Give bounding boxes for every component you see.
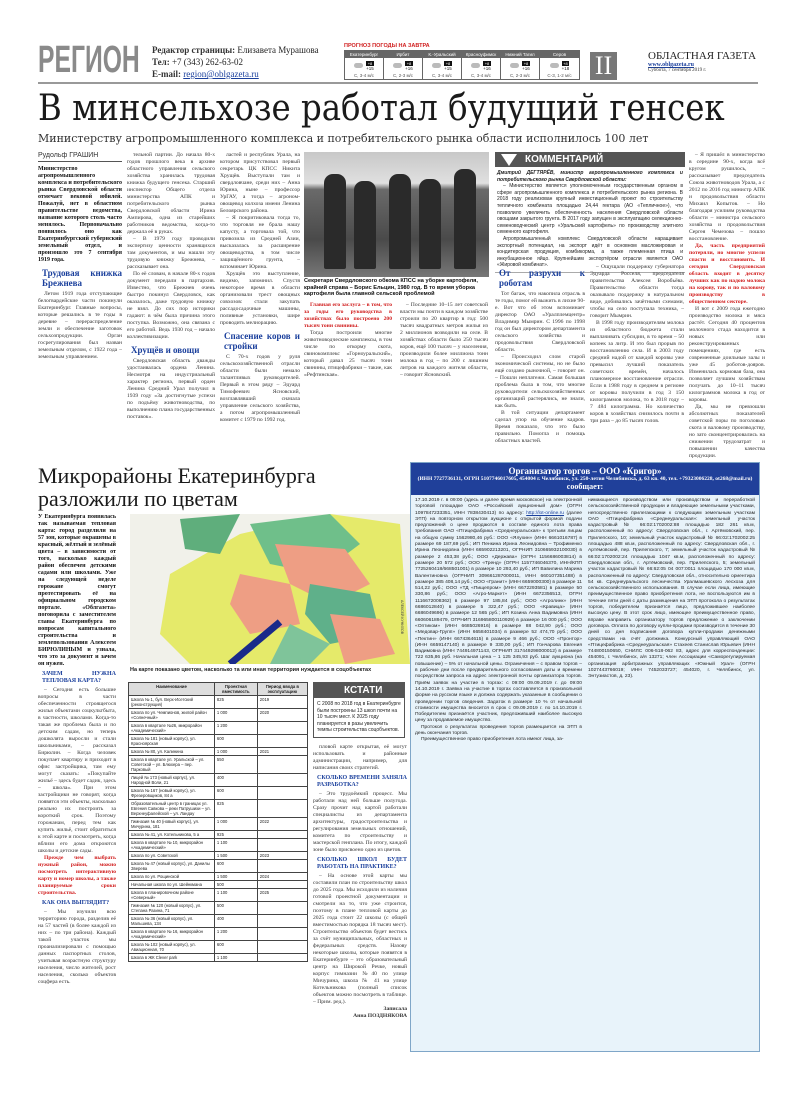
weather-forecast: [344, 50, 580, 80]
night-temp: +8: [406, 60, 412, 66]
table-cell: 1 500: [214, 873, 257, 881]
auction-notice: [410, 462, 760, 1052]
article-column-4: [304, 302, 392, 460]
wind: С, 2-3 м/с: [509, 73, 531, 78]
article-column-5: [400, 302, 488, 460]
photo-caption: Секретари Свердловского обкома КПСС на уборке картофеля, крайний справа – Борис Ельцин, 1980 год. В то время уборка картофеля была главной сельской проблемой: [304, 278, 478, 298]
table-cell: [257, 860, 307, 873]
table-cell: 2020: [257, 709, 307, 722]
paragraph: пловой карте открытая, её могут использовать и районные администрации, например, для написания своих стратегий.: [313, 744, 407, 771]
aside-box: [313, 682, 405, 738]
auction-text: Протокол о результатах проведения торгов размещается на ЭТП в день окончания торгов.: [415, 724, 582, 736]
table-cell: Школа в планировочном районе «Северный»: [129, 889, 215, 902]
schools-table: [128, 682, 308, 962]
table-header: Период ввода в эксплуатацию: [257, 683, 307, 696]
cloud-icon: [550, 63, 559, 68]
auction-text: Преимущественное право приобретения лота имеют лица, за-: [421, 737, 564, 743]
table-cell: 600: [214, 941, 257, 954]
day-temp: +15: [444, 65, 452, 71]
subheading: От разрухи к роботам: [499, 268, 585, 288]
table-cell: 400: [214, 915, 257, 928]
photo-credit: АЛЕКСЕЙ КУНИЛОВ: [400, 600, 404, 635]
editor-info: [152, 44, 319, 80]
table-cell: Школа по ул. Чемпионов, жилой район «Солнечный»: [129, 709, 215, 722]
table-row: [129, 709, 308, 722]
table-cell: 925: [214, 831, 257, 839]
table-cell: Школа в квартале №26, микрорайон «Академический»: [129, 722, 215, 735]
table-cell: Школа № 1, бул. Верх-Исетский (реконструкция): [129, 696, 215, 709]
table-row: [129, 873, 308, 881]
table-cell: [257, 941, 307, 954]
paragraph: Тот багаж, что накопила отрасль в те годы, помог ей выжить в лихие 90-е. Вот что об этом вспоминает директор ОАО «Уралплемцентр» Владимир Мымрин. С 1996 по 1998 год он был директором департамента сельского хозяйства и продовольствия Свердловской области.: [495, 291, 585, 353]
table-cell: [257, 954, 307, 962]
comment-text: Агропромышленный комплекс Свердловской области наращивает экспортный потенциал, на экспорт идёт в основном масложировая и кондитерская продукция, комбикорма, а также племенная птица и инкубационное яйцо. Крупнейшим экспортёром отрасли является ОАО «Жировой комбинат».: [497, 235, 683, 269]
editor-label: Редактор страницы:: [152, 45, 236, 55]
paragraph: – Мы изучили всю территорию города, разделив её на 57 частей (в более каждой из них – по три района). Каждый такой участок мы проанализировали с помощью данных паспортных столов, учитывая возрастную структуру населения, число жителей, рост населения, сколько объектов соцфера есть.: [38, 909, 116, 985]
highlight-quote: Прежде чем выбрать нужный район, можно посмотреть интерактивную карту и номер школы, а также планируемые сроки строительства.: [38, 855, 116, 896]
table-cell: 550: [214, 756, 257, 774]
paper-url[interactable]: www.oblgazeta.ru: [648, 62, 694, 68]
wind: С, 3-4 м/с: [431, 73, 453, 78]
table-row: [129, 954, 308, 962]
table-cell: Школа по ул. Рощинской: [129, 873, 215, 881]
table-cell: [257, 881, 307, 889]
auction-reports: сообщает:: [566, 482, 604, 491]
paragraph: Тогда построили многие животноводческие комплексы, в том числе по откорму скота, свинокомплекс «Горноуральский», который давал 25 тысяч тонн свинины, птицефабрики – такие, как «Рефтинская».: [304, 330, 392, 378]
night-temp: +8: [484, 60, 490, 66]
table-cell: [257, 928, 307, 941]
subheading: Хрущёв и овощи: [131, 345, 200, 355]
phone: +7 (343) 262-63-02: [171, 57, 244, 67]
day-temp: +18: [561, 65, 570, 71]
weather-city: [345, 51, 384, 79]
city-name: Серов: [540, 51, 579, 58]
table-row: [129, 774, 308, 787]
table-cell: 825: [214, 800, 257, 818]
article-column-3: [220, 152, 300, 460]
email-link[interactable]: region@oblgazeta.ru: [183, 69, 259, 79]
night-temp: +8: [367, 60, 373, 66]
table-cell: 2024: [257, 873, 307, 881]
table-cell: Школа по ул. Советской: [129, 852, 215, 860]
cloud-icon: [432, 63, 441, 68]
table-cell: Школа № 47 (новый корпус), ул. Данилы Зверева: [129, 860, 215, 873]
table-cell: [257, 831, 307, 839]
article2-headline: Микрорайоны Екатеринбурга разложили по цветам: [38, 463, 316, 511]
map-caption: На карте показано цветом, насколько та или иная территория нуждается в соцобъектах: [130, 667, 372, 673]
article-column-2: [127, 152, 215, 460]
weather-city: [423, 51, 462, 79]
table-cell: 500: [214, 902, 257, 915]
paragraph: – Сегодня есть большие вопросы в части обеспеченности строящегося жилья объектами соцкультбыта, в частности, школами. Когда-то такая же проблема была и по детским садам, но теперь дошколята выросли и стали школьниками, – рассказал Бирюлин. – Когда человек покупает квартиру и приходит в офис застройщика, там ему могут сказать: «Покупайте жильё – здесь будет садик, здесь – школа». При этом застройщики не говорят, когда появятся эти объекты, насколько реально их построить за короткий срок. Поэтому горожанам, перед тем как купить жильё, стоит обратиться к этой карте и посмотреть, когда вблизи его дома откроются школы и детские сады.: [38, 687, 116, 854]
aside-text: С 2008 по 2018 год в Екатеринбурге были построены 13 школ почти на 10 тысяч мест. К 2025 году планируется в разы увеличить темпы строительства соцобъектов.: [317, 701, 401, 734]
table-cell: [257, 787, 307, 800]
table-cell: 1 000: [214, 709, 257, 722]
table-row: [129, 831, 308, 839]
night-temp: +8: [523, 60, 529, 66]
table-row: [129, 748, 308, 756]
paragraph: И вот с 2009 года ежегодно производство молока и мяса растёт. Сегодня 40 процентов молочного стада находится в новых или реконструированных помещениях, где есть современные доильные залы и уже 45 роботов-дояров. Изменилась кормовая база, она позволяет лучшим хозяйствам получать до 10–11 тысяч килограммов молока в год от коровы.: [689, 306, 765, 403]
subheading: СКОЛЬКО ШКОЛ БУДЕТ РАБОТАТЬ НА ПРАКТИКЕ?: [317, 857, 407, 870]
cloud-icon: [393, 63, 402, 68]
paragraph: – На основе этой карты мы составили план по строительству школ до 2025 года. Мы исходили из наличия готовой проектной документации и смотрели на то, что уже строится, поэтому в плане тепловой карты до 2025 года стоит 22 школы (с общей вместимостью порядка 18 тысяч мест). Строительство объектов будет вестись за счёт муниципальных, областных и федеральных средств. Назову некоторые школы, которые появятся в Екатеринбурге – это образовательный центр на Широкой Речке, новый корпус гимназии №40 по улице Мичурина, школа № 41 на улице Котельникова (полный список объектов можно посмотреть в таблице. – Прим. ред.).: [313, 873, 407, 1005]
paragraph: – Ощущали поддержку губернатора Эдуарда Росселя, председателя правительства Алексея Воробьёва. Правительство области тогда оказывало поддержку в натуральном виде, добивались зачётными схемами, чтобы на село поступала техника, – говорит Мымрин.: [590, 264, 684, 319]
table-cell: 600: [214, 860, 257, 873]
article2-lead: У Екатеринбурга появилась так называемая тепловая карта: город разделили на 57 зон, которые окрашены в красный, жёлтый и зелёный цвета – в зависимости от того, насколько каждый район обеспечен детскими садами или школами. Уже на следующей неделе горожане смогут протестировать её на официальном городском портале. «Облгазета» поговорила с заместителем главы Екатеринбурга по вопросам капитального строительства и землепользования Алексеем БИРЮЛИНЫМ и узнала, что это за документ и зачем он нужен.: [38, 514, 116, 667]
auction-text: 17.10.2019 г. в 09:00 (здесь и далее время московское) на электронной торговой площадке ОАО «Российский аукционный дом» (ОГРН 1097847233351, ИНН 7838430413) по адресу:: [415, 498, 582, 516]
paragraph: В той ситуации департамент сделал упор на обучение кадров. Время показало, что это было правильно. Помогла и помощь областных властей.: [495, 410, 585, 444]
article-column-1: [38, 152, 122, 460]
table-row: [129, 800, 308, 818]
paragraph: – Я покритиковала тогда то, что торговля не брала нашу капусту, а торговала той, что привозила из Средней Азии, высказалась за расширение овощеводства, в том числе защищённого грунта, – вспоминает Юрина.: [220, 215, 300, 270]
article-photo: [304, 152, 489, 277]
wind: С-З, 1-2 м/с: [547, 73, 572, 78]
weather-city: [540, 51, 579, 79]
table-row: [129, 852, 308, 860]
table-cell: 1 000: [214, 748, 257, 756]
table-header: Наименование: [129, 683, 215, 696]
table-cell: [257, 774, 307, 787]
article-column-6: [495, 264, 585, 460]
table-row: [129, 722, 308, 735]
phone-label: Тел:: [152, 57, 170, 67]
table-cell: Школа № 36 (новый корпус), ул. Мальшева, 134: [129, 915, 215, 928]
table-cell: Школа № 181 (новый корпус), ул. Красноярская: [129, 735, 215, 748]
auction-details: (ИНН 7727736131, ОГРН 5107746017605, 454004 г. Челябинск, ул. 250-летия Челябинска, д. 63 кв. 40, тел. +79323006228, ot268@mail.ru): [417, 476, 753, 482]
highlight-quote: Да, часть предприятий потеряли, но многие успели спасти и восстановить. И сегодня Свердловская область входит в десятку лучших как по надою молока на корову, так и по валовому производству в общественном секторе.: [689, 243, 765, 305]
wind: С, 2-3 м/с: [392, 73, 414, 78]
cloud-icon: [354, 63, 363, 68]
paragraph: Свердловская область дважды удостаивалась ордена Ленина. Несмотря на индустриальный характер региона, первый орден Ленина Средний Урал получил в 1939 году «За достигнутые успехи по подъёму животноводства, по выполнению плана государственных поставок».: [127, 358, 215, 420]
table-header: Проектная вместимость: [214, 683, 257, 696]
section-title: РЕГИОН: [38, 39, 140, 81]
city-name: Красноуфимск: [462, 51, 500, 58]
paper-name: ОБЛАСТНАЯ ГАЗЕТА: [648, 50, 757, 62]
paragraph: – Происходил слом старой экономической системы, но не было ещё создано рыночной, – говорит он. – Пошли неплатежи. Самая большая проблема была в том, что многие руководители сельскохозяйственных организаций растерялись, не знали, как быть.: [495, 354, 585, 409]
subheading: СКОЛЬКО ВРЕМЕНИ ЗАНЯЛА РАЗРАБОТКА?: [317, 775, 407, 788]
table-cell: [257, 902, 307, 915]
comment-author: Дмитрий ДЕГТЯРЁВ, министр агропромышленного комплекса и потребительского рынка Свердловской области:: [497, 170, 683, 183]
table-cell: 600: [214, 735, 257, 748]
subheading: ЗАЧЕМ НУЖНА ТЕПЛОВАЯ КАРТА?: [42, 671, 116, 684]
table-cell: Школа № 167 (новый корпус), ул. Фрезеровщиков, 84 а: [129, 787, 215, 800]
article-column-7: [590, 264, 684, 460]
table-cell: 2021: [257, 748, 307, 756]
header-divider: [38, 82, 758, 84]
table-cell: Школа в квартале ул. Уральской – ул. Советской – ул. Блюхера – пер. Парковый: [129, 756, 215, 774]
table-cell: Гимназия № 120 (новый корпус), ул. Степана Разина, 71: [129, 902, 215, 915]
table-row: [129, 818, 308, 831]
table-row: [129, 839, 308, 852]
city-name: Ирбит: [384, 51, 422, 58]
issue-date: Суббота, 7 сентября 2019 г.: [648, 68, 707, 73]
paragraph: Да, мы не превзошли абсолютных показателей советской поры по поголовью скота и валовому производству, но зато сконцентрировались на снижении трудозатрат и повышении качества продукции.: [689, 404, 765, 459]
table-row: [129, 902, 308, 915]
day-temp: +16: [522, 65, 530, 71]
day-temp: +15: [366, 65, 374, 71]
email-label: E-mail:: [152, 69, 181, 79]
table-cell: [257, 735, 307, 748]
auction-text: (далее ЭТП) на повторном открытом аукционе с открытой формой подачи предложений о цене продаются в составе единого лота права требования ОАО «Птицефабрика «Среднеуральская» к третьим лицам на общую сумму 1562980,46 руб.: ООО «Ялухин» (ИНН 6661016787) в размере 69 187,69 руб.; ИП Пенкина Ирина Леонидовна – Трофименко Ирина Леонидовна (ИНН 665902213201, ОГРНИП 310665932100030) в размере 2 453,38 руб.; ООО «Держава» (ОГРН 1156686003814) в размере 20 572 руб.; ООО «Тренд» (ОГРН 1157746046370, ИНН/КПП 7725260418/668501001) в размере 10 293,40 руб.; ИП Вавилина Марина Валентиновна (ОГРНИП 309661287000011, ИНН 660107351488) в размере 385 408,14 руб.; ООО «Гранит» (ИНН 6659000300) в размере 11 514,22 руб.; ООО «ТД «Пищепром» (ИНН 6672293581) в размере 50 330,86 руб.; ООО «Агро-Маркет» (ИНН 6672356513, ОГРН 1116672008362) в размере 97 185,84 руб.; ООО «Агролинк» (ИНН 6686012840) в размере 5 322,47 руб.; ООО «Кравица» (ИНН 6686049696) в размере 12 565 руб.; ИП Козина Анна Вадимовна (ИНН 660606189479, ОГРНИП 316965800110929) в размере 16 000 руб.; ООО «Оптиком» (ИНН 6685026916) в размере 88 042,90 руб.; ООО «Медовар-Групп» (ИНН 6658401034) в размере 52 474,70 руб.; ООО «Пектин» (ИНН 6674364615) в размере 9 466 руб.; ООО «Пронтор» (ИНН 6659147140) в размере 9 330,00 руб.; ИП Гончарова Евгения Вадимовна (ИНН 744914971143, ОГРНИП 317449298000012) в размере 722 635,86 руб. Начальная цена – 1 125 345,93 руб. Шаг аукциона (на повышение) – 5% от начальной цены. Ограничения – с правом торгов – в рабочие дни после предварительного согласования даты и времени посредством запроса на адрес электронной почты организатора торгов. Приём заявок на участие в торгах: с 09:00 09.09.2019 г. до 09:00 14.10.2019 г. Заявка на участие в торгах составляется в произвольной форме на русском языке и должна содержать указанные в сообщении о проведении торгов сведения. Задаток в размере 10 % от начальной стоимости имущества вносится в срок с 09.09.2019 г. по 14.10.2019 г. Победителем признаётся участник, предложивший наиболее высокую цену за продаваемое имущество.: [415, 510, 583, 724]
paragraph: – Это трудоёмкий процесс. Мы работали над ней больше полугода. Сразу прочит над картой работали специалисты из департамента архитектуры, градостроительства и регулирования земельных отношений, комитета по строительству и мастерской генплана. По итогу, каждой зоне было присвоено одно из цветов.: [313, 791, 407, 853]
table-cell: Школа № 80, ул. Калинина: [129, 748, 215, 756]
table-cell: [257, 839, 307, 852]
table-cell: 1 200: [214, 928, 257, 941]
table-cell: 1 100: [214, 954, 257, 962]
night-temp: +8: [445, 60, 451, 66]
table-cell: 1 100: [214, 839, 257, 852]
article-subheadline: Министерству агропромышленного комплекса и потребительского рынка области исполнилось 100 лет: [38, 132, 649, 145]
table-cell: 600: [214, 787, 257, 800]
table-cell: Школа № 41, ул. Котельникова, 5 а: [129, 831, 215, 839]
weather-city: [501, 51, 540, 79]
table-cell: Школа № 102 (новый корпус), ул. Авиационная, 70: [129, 941, 215, 954]
weather-city: [384, 51, 423, 79]
table-cell: 825: [214, 696, 257, 709]
paragraph: Хрущёв это выступление, видимо, запомнил. Спустя некоторое время в области организовали трест овощных совхозов: стали закупать рассадосадочные машины, поливные установки, шире проводить мелиорацию.: [220, 271, 300, 326]
table-cell: 400: [214, 774, 257, 787]
table-row: [129, 860, 308, 873]
auction-text: нимающиеся производством или производством и переработкой сельскохозяйственной продукции и владеющие земельными участками, непосредственно прилегающими к следующим земельным участкам ОАО «Птицефабрика «Среднеуральская»: земельный участок кадастровый № 66:02:1702002:88 площадью 182 261 кв.м, расположенный по адресу: Свердловская обл., г. Артёмовский, пер. Прилепского, 10; земельный участок кадастровый № 66:02:1702002:25 площадью 488 кв.м, расположенный по адресу: Свердловская обл., г. Артёмовский, пер. Прилепского, 7; земельный участок кадастровый № 66:02:1702002:24 площадью 1047 кв.м, расположенный по адресу: Свердловская обл., г. Артёмовский, пер. Прилепского, 5; земельный участок кадастровый № 66:62:05 04 007:0011 площадью 170 000 кв.м, расположенный по адресу: Свердловская обл., относительно ориентира 54 кв. Среднеуральского лесничества Уралмашевского лесхоза для сельскохозяйственного использования. В случае если лица, имеющие преимущественное право приобретения лота, не воспользуются им в течение пяти дней с даты размещения на ЭТП протокола о результатах торгов, победителем признаётся лицо, предложившее наиболее высокую цену. В этот срок лицо, имеющее преимущественное право, вправе направить организатору торгов предложение о заключении договора. Оплата по договору купли-продажи производится в течение 30 дней со дня подписания договора купли-продажи денежными средствами на счёт должника. Конкурсный управляющий ОАО «Птицефабрика «Среднеуральская» Стахеев Станислав Юрьевич (ИНН 744800150650, СНИЛС 006-518-062 83, адрес для корреспонденции: 454091,: [588, 498, 755, 661]
table-cell: 1 200: [214, 722, 257, 735]
table-row: [129, 735, 308, 748]
table-cell: 2025: [257, 889, 307, 902]
comment-box: [495, 152, 685, 273]
paragraph: С 70-х годов у руля сельскохозяйственной отрасли области были немало талантливых руководителей. Первый в этом ряду – Эдуард Тимофеевич Ясновский, возглавлявший сначала управление сельского хозяйства, а потом агропромышленный комитет с 1979 по 1992 год.: [220, 354, 300, 423]
aside-title: КСТАТИ: [314, 683, 404, 698]
masthead: [648, 50, 756, 73]
city-name: К.-Уральский: [423, 51, 461, 58]
cloud-icon: [471, 63, 480, 68]
paragraph: Летом 1919 года отступающие белогвардейские части покинули Екатеринбург. Главные вопросы, которые решались в те годы в деревне – перераспределение земли и обеспечение заготовок сельхозпродукции. Орган госрегулирования был назван земельным отделом, с 1922 года – земельным управлением.: [38, 291, 122, 360]
table-cell: Школа в квартале № 10, микрорайон «Академический»: [129, 839, 215, 852]
table-cell: 500: [214, 881, 257, 889]
table-cell: 2023: [257, 852, 307, 860]
paragraph: В 1998 году производителям молока из областного бюджета стали выплачивать субсидии, в то время – 50 копеек за литр. И это был прорыв по восстановлению села. И в 2003 году средний надой от каждой коровы уже превысил лучший показатель советских времён, началось планомерное восстановление отрасли. Если в 1988 году в среднем в регионе от коровы получили в год 3 150 килограммов молока, то в 2018 году – 7 484 килограмма. Но количество коров в хозяйствах снизилось почти в три раза – до 85 тысяч голов.: [590, 320, 684, 424]
article-headline: В минсельхозе работал будущий генсек: [38, 88, 725, 129]
paragraph: ластей и республик Урала, на котором присутствовал первый секретарь ЦК КПСС Никита Хрущёв. Выступали там и свердловчане, среди них – Анна Юрина, ныне – профессор УрГАУ, а тогда – агроном-овощевод колхоза имени Ленина Белоярского района.: [220, 152, 300, 214]
table-row: [129, 889, 308, 902]
subheading: Трудовая книжка Брежнева: [42, 268, 122, 288]
city-name: Нижний Тагил: [501, 51, 539, 58]
table-cell: 1 500: [214, 852, 257, 860]
highlight-quote: Главная его заслуга – в том, что за годы его руководства в хозяйствах было построено 200 тысяч тонн свинины.: [304, 302, 392, 329]
paragraph: – Я пришёл в министерство в середине 90-х, когда всё кругом рушилось, – рассказывает председатель Союза животноводов Урала, а с 2012 по 2016 год министр АПК и продовольствия области Михаил Копытов. – Но благодаря усилиям руководства области – министра сельского хозяйства и продовольствия Сергея Чемезова – пошло восстановление.: [689, 152, 765, 242]
table-cell: [257, 722, 307, 735]
editor-name: Елизавета Мурашова: [237, 45, 319, 55]
table-cell: Школа в ЖК Clever park: [129, 954, 215, 962]
subheading: Спасение коров и стройки: [224, 331, 300, 351]
table-row: [129, 915, 308, 928]
night-temp: +8: [563, 60, 568, 66]
article-lead: Министерство агропромышленного комплекса и потребительского рынка Свердловской области отмечает вековой юбилей. Пожалуй, нет в областном правительстве ведомства, название которого столь часто менялось. Первоначально появилось оно как Екатеринбургский губернский земельный отдел, и произошло это 7 сентября 1919 года.: [38, 166, 122, 263]
auction-link[interactable]: http://lot-online.ru: [526, 510, 565, 516]
paragraph: – В 1979 году проводили экспертизу ценности хранящихся там документов, и мы нашли эту трудовую книжку Брежнева, – рассказывает она.: [127, 236, 215, 270]
auction-text: г. Челябинск, а/я 13271; член Ассоциации «Саморегулируемая организация арбитражных управляющих «Южный Урал» (ОГРН 1027443766019; ИНН 7452033727; 454020, г. Челябинск, ул. Энтузиастов, д. 23).: [588, 655, 755, 680]
subheading: КАК ОНА ВЫГЛЯДИТ?: [42, 900, 110, 906]
article-column-8: [689, 152, 765, 460]
byline: Рудольф ГРАШИН: [38, 152, 122, 162]
table-cell: 1 000: [214, 818, 257, 831]
table-row: [129, 787, 308, 800]
article2-column-1: [38, 514, 116, 1052]
paragraph: тельной партии. До начала 80-х годов прошлого века в архиве областного управления сельского хозяйства хранилась трудовая книжка будущего генсека. Старший инспектор Общего отдела министерства АПК и потребительского рынка Свердловской области Ирина Ампирова, одна из старейших работников ведомства, когда-то держала её в руках.: [127, 152, 215, 235]
table-cell: [257, 915, 307, 928]
table-cell: Гимназия № 40 (новый корпус), ул. Мичурина, 181: [129, 818, 215, 831]
table-row: [129, 928, 308, 941]
table-cell: Начальная школа по ул. Шейнкмана: [129, 881, 215, 889]
table-cell: [257, 800, 307, 818]
table-cell: Лицей № 173 (новый корпус), ул. Народной Воли, 21: [129, 774, 215, 787]
city-name: Екатеринбург: [345, 51, 383, 58]
weather-city: [462, 51, 501, 79]
comment-title: КОММЕНТАРИЙ: [495, 152, 685, 167]
heat-map-image: [130, 514, 410, 664]
day-temp: +16: [483, 65, 491, 71]
table-cell: [257, 756, 307, 774]
table-cell: Школа в квартале № 16, микрорайон «Академический»: [129, 928, 215, 941]
comment-text: – Министерство является уполномоченным государственным органом в сфере агропромышленного комплекса и потребительского рынка региона. В 2018 году реализован крупный инвестиционный проект по строительству тепличного комбината площадью 24,44 гектара (АО «Тепличное»), что позволило увеличить обеспеченность населения Свердловской области овощами закрытого грунта. В 2017 году запущен в эксплуатацию селекционно-семеноводческий центр «Уральский картофель» по производству элитного семенного картофеля.: [497, 183, 683, 236]
page-number: II: [590, 52, 617, 80]
auction-title: Организатор торгов – ООО «Кригор»: [508, 466, 662, 476]
table-row: [129, 756, 308, 774]
table-row: [129, 696, 308, 709]
wind: С, 3-4 м/с: [470, 73, 492, 78]
paragraph: По её словам, в начале 80-х годов документ передали в партархив. Известно, что Брежнев очень быстро покинул Свердловск, как оказалось, даже трудовую книжку не взял. До сих пор историки гадают: в чём была причина этого поступка. Возможно, она связана с его работой. Ведь 1930 год – начало коллективизации.: [127, 271, 215, 340]
table-cell: Образовательный центр в границах ул. Евгения Савкова – реки Патрушихи – ул. Верхнеуфалейской – ул. Ландау: [129, 800, 215, 818]
signoff-name: Анна ПОЗДНЯКОВА: [353, 1013, 407, 1019]
signoff-label: Записала: [383, 1006, 407, 1012]
weather-title: ПРОГНОЗ ПОГОДЫ НА ЗАВТРА: [344, 43, 430, 49]
day-temp: +16: [405, 65, 413, 71]
table-row: [129, 941, 308, 954]
wind: С, 3-4 м/с: [353, 73, 375, 78]
table-cell: 1 100: [214, 889, 257, 902]
cloud-icon: [510, 63, 519, 68]
table-cell: 2022: [257, 818, 307, 831]
article2-column-2: [313, 744, 407, 1052]
table-cell: 2019: [257, 696, 307, 709]
table-row: [129, 881, 308, 889]
paragraph: – Последние 10–15 лет советской власти мы почти в каждом хозяйстве строили по 20 квартир в год: 500 тысяч квадратных метров жилья из 2 миллионов возводили на селе. В хозяйствах области было 250 тысяч коров, ещё 100 тысяч – у населения, производили более миллиона тонн молока в год – по 200 с лишним литров на каждого жителя области, – говорит Ясновский.: [400, 302, 488, 378]
